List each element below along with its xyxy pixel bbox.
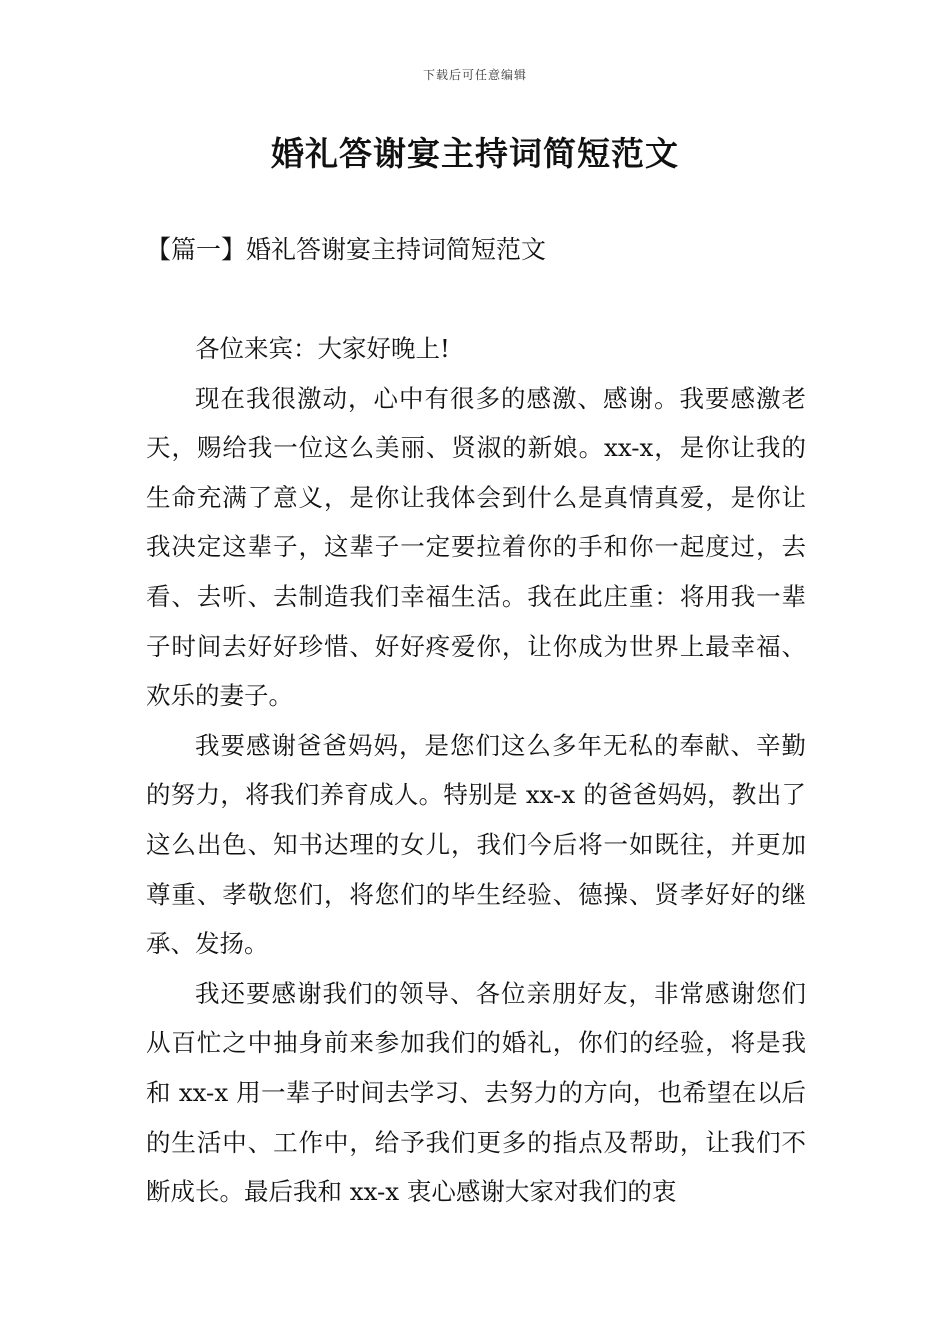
document-body [146,324,806,1217]
paragraph: 现在我很激动，心中有很多的感激、感谢。我要感激老天，赐给我一位这么美丽、贤淑的新娘。xx-x，是你让我的生命充满了意义，是你让我体会到什么是真情真爱，是你让我决定这辈子，这辈子一定要拉着你的手和你一起度过，去看、去听、去制造我们幸福生活。我在此庄重：将用我一辈子时间去好好珍惜、好好疼爱你，让你成为世界上最幸福、欢乐的妻子。 [146,383,806,711]
document-title: 婚礼答谢宴主持词简短范文 [271,134,679,173]
header-note: 下载后可任意编辑 [422,68,527,82]
paragraph: 我还要感谢我们的领导、各位亲朋好友，非常感谢您们从百忙之中抽身前来参加我们的婚礼，你们的经验，将是我和 xx-x 用一辈子时间去学习、去努力的方向，也希望在以后的生活中、工作中，给予我们更多的指点及帮助，让我们不断成长。最后我和 xx-x 衷心感谢大家对我们的衷 [146,978,806,1207]
paragraph: 我要感谢爸爸妈妈，是您们这么多年无私的奉献、辛勤的努力，将我们养育成人。特别是 xx-x 的爸爸妈妈，教出了这么出色、知书达理的女儿，我们今后将一如既往，并更加尊重、孝敬您们，将您们的毕生经验、德操、贤孝好好的继承、发扬。 [146,730,806,959]
paragraph-greeting: 各位来宾：大家好晚上! [195,334,450,363]
section-heading: 【篇一】婚礼答谢宴主持词简短范文 [146,235,547,264]
